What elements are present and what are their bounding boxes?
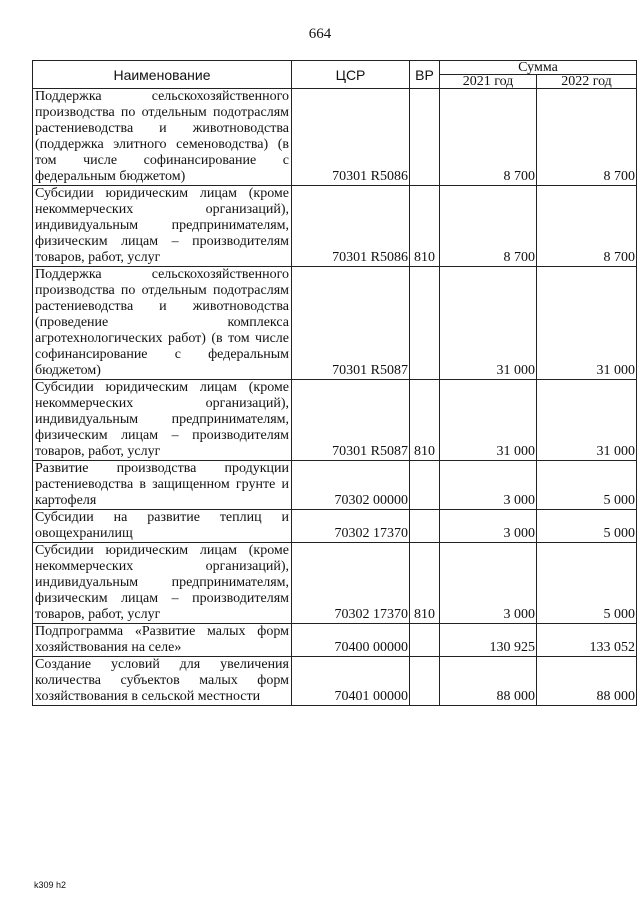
budget-table bbox=[32, 60, 637, 706]
row-2022: 5 000 bbox=[537, 510, 637, 543]
row-name: Развитие производства продукции растениеводства в защищенном грунте и картофеля bbox=[33, 461, 292, 510]
row-2022: 5 000 bbox=[537, 461, 637, 510]
row-2021: 130 925 bbox=[440, 624, 537, 657]
row-vr bbox=[410, 624, 440, 657]
table-row bbox=[33, 267, 637, 380]
header-sum: Сумма bbox=[440, 61, 637, 75]
row-csr: 70400 00000 bbox=[292, 624, 410, 657]
header-2021: 2021 год bbox=[440, 75, 537, 89]
row-csr: 70302 17370 bbox=[292, 543, 410, 624]
row-csr: 70302 00000 bbox=[292, 461, 410, 510]
table-row bbox=[33, 543, 637, 624]
header-csr: ЦСР bbox=[292, 61, 410, 89]
row-2022: 133 052 bbox=[537, 624, 637, 657]
row-2021: 3 000 bbox=[440, 461, 537, 510]
row-vr: 810 bbox=[410, 186, 440, 267]
row-2021: 3 000 bbox=[440, 543, 537, 624]
row-2021: 3 000 bbox=[440, 510, 537, 543]
table-row bbox=[33, 380, 637, 461]
page-number: 664 bbox=[308, 26, 332, 42]
row-vr bbox=[410, 89, 440, 186]
row-vr bbox=[410, 267, 440, 380]
table-row bbox=[33, 510, 637, 543]
row-2022: 5 000 bbox=[537, 543, 637, 624]
table-row bbox=[33, 186, 637, 267]
row-csr: 70302 17370 bbox=[292, 510, 410, 543]
row-vr bbox=[410, 461, 440, 510]
row-2021: 8 700 bbox=[440, 186, 537, 267]
row-vr: 810 bbox=[410, 380, 440, 461]
row-2021: 88 000 bbox=[440, 657, 537, 706]
row-vr: 810 bbox=[410, 543, 440, 624]
row-csr: 70301 R5087 bbox=[292, 380, 410, 461]
row-vr bbox=[410, 510, 440, 543]
row-name: Субсидии на развитие теплиц и овощехранилищ bbox=[33, 510, 292, 543]
header-2022: 2022 год bbox=[537, 75, 637, 89]
row-name: Поддержка сельскохозяйственного производства по отдельным подотраслям растениеводства и животноводства (поддержка элитного семеноводства) (в том числе софинансирование с федеральным бюджетом) bbox=[33, 89, 292, 186]
row-2022: 31 000 bbox=[537, 380, 637, 461]
table-row bbox=[33, 89, 637, 186]
row-name: Поддержка сельскохозяйственного производства по отдельным подотраслям растениеводства и животноводства (проведение комплекса агротехнологических работ) (в том числе софинансирование с федеральным бюджетом) bbox=[33, 267, 292, 380]
table-row bbox=[33, 461, 637, 510]
row-2022: 88 000 bbox=[537, 657, 637, 706]
row-2022: 31 000 bbox=[537, 267, 637, 380]
row-name: Субсидии юридическим лицам (кроме некоммерческих организаций), индивидуальным предпринимателям, физическим лицам – производителям товаров, работ, услуг bbox=[33, 186, 292, 267]
header-name: Наименование bbox=[33, 61, 292, 89]
row-2022: 8 700 bbox=[537, 89, 637, 186]
row-name: Подпрограмма «Развитие малых форм хозяйствования на селе» bbox=[33, 624, 292, 657]
row-2021: 31 000 bbox=[440, 380, 537, 461]
row-csr: 70301 R5087 bbox=[292, 267, 410, 380]
table-row bbox=[33, 624, 637, 657]
table-row bbox=[33, 657, 637, 706]
row-name: Субсидии юридическим лицам (кроме некоммерческих организаций), индивидуальным предпринимателям, физическим лицам – производителям товаров, работ, услуг bbox=[33, 543, 292, 624]
row-name: Субсидии юридическим лицам (кроме некоммерческих организаций), индивидуальным предпринимателям, физическим лицам – производителям товаров, работ, услуг bbox=[33, 380, 292, 461]
row-csr: 70301 R5086 bbox=[292, 186, 410, 267]
row-csr: 70401 00000 bbox=[292, 657, 410, 706]
row-2022: 8 700 bbox=[537, 186, 637, 267]
row-vr bbox=[410, 657, 440, 706]
header-vr: ВР bbox=[410, 61, 440, 89]
row-2021: 8 700 bbox=[440, 89, 537, 186]
row-csr: 70301 R5086 bbox=[292, 89, 410, 186]
row-name: Создание условий для увеличения количества субъектов малых форм хозяйствования в сельской местности bbox=[33, 657, 292, 706]
row-2021: 31 000 bbox=[440, 267, 537, 380]
table-body bbox=[33, 89, 637, 706]
footer-code: k309 h2 bbox=[34, 880, 67, 890]
